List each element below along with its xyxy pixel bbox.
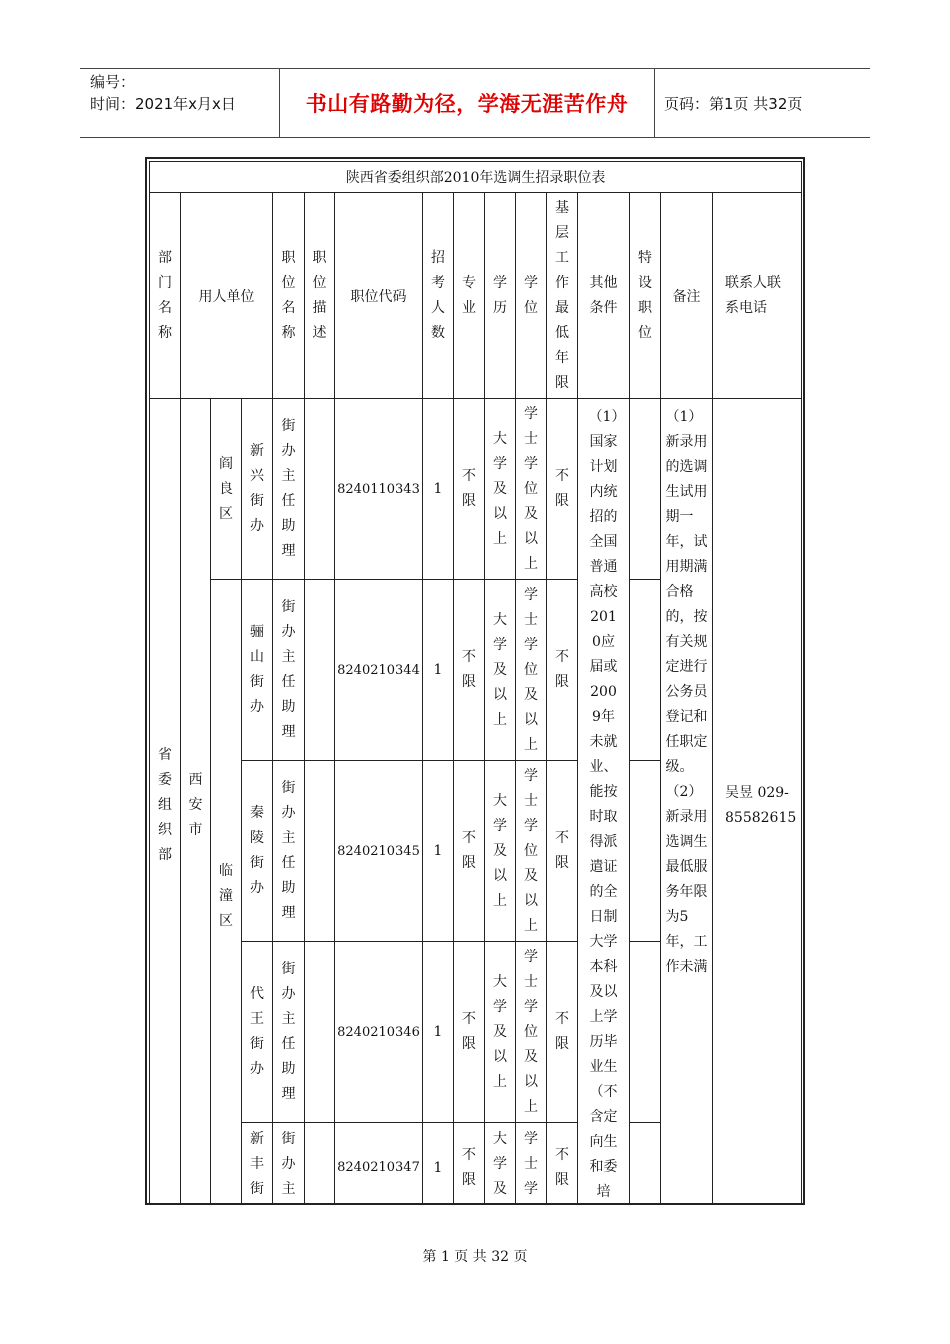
degree-cell: 学士学位及以上	[516, 580, 547, 761]
major-cell: 不限	[454, 942, 485, 1123]
desc-cell	[305, 580, 335, 761]
count-cell: 1	[423, 761, 454, 942]
desc-cell	[305, 761, 335, 942]
col-unit: 用人单位	[181, 193, 273, 399]
major-cell: 不限	[454, 399, 485, 580]
page-label: 页码：第1页 共32页	[664, 94, 803, 113]
col-position: 职位名称	[273, 193, 305, 399]
table-row	[150, 399, 802, 580]
district-cell: 阎良区	[211, 399, 242, 580]
col-desc: 职位描述	[305, 193, 335, 399]
office-cell: 秦陵街办	[242, 761, 273, 942]
education-cell: 大学及以上	[485, 761, 516, 942]
district-cell: 临潼区	[211, 580, 242, 1206]
degree-cell: 学士学	[516, 1123, 547, 1206]
degree-cell: 学士学位及以上	[516, 942, 547, 1123]
col-degree: 学位	[516, 193, 547, 399]
motto: 书山有路勤为径，学海无涯苦作舟	[280, 69, 655, 137]
number-label: 编号：	[90, 73, 136, 91]
special-cell	[630, 942, 661, 1123]
degree-cell: 学士学位及以上	[516, 761, 547, 942]
special-cell	[630, 761, 661, 942]
col-code: 职位代码	[335, 193, 423, 399]
special-cell	[630, 580, 661, 761]
city-cell: 西安市	[181, 399, 211, 1206]
position-cell: 街办主任助理	[273, 761, 305, 942]
years-cell: 不限	[547, 399, 578, 580]
code-cell: 8240210346	[335, 942, 423, 1123]
education-cell: 大学及以上	[485, 399, 516, 580]
years-cell: 不限	[547, 942, 578, 1123]
col-other: 其他条件	[578, 193, 630, 399]
position-cell: 街办主任助理	[273, 942, 305, 1123]
code-cell: 8240210344	[335, 580, 423, 761]
desc-cell	[305, 399, 335, 580]
col-dept: 部门名称	[150, 193, 181, 399]
special-cell	[630, 399, 661, 580]
position-cell: 街办主任助理	[273, 399, 305, 580]
count-cell: 1	[423, 942, 454, 1123]
contact-cell: 吴昱 029-85582615	[713, 399, 802, 1206]
count-cell: 1	[423, 580, 454, 761]
years-cell: 不限	[547, 580, 578, 761]
date-label: 时间：2021年x月x日	[90, 95, 236, 113]
other-conditions-cell: （1）国家计划内统招的全国普通高校2010应届或2009年未就业、能按时取得派遣证的全日制大学本科及以上学历毕业生（不含定向生和委培	[578, 399, 630, 1206]
degree-cell: 学士学位及以上	[516, 399, 547, 580]
recruitment-table-frame	[145, 157, 805, 1205]
years-cell: 不限	[547, 1123, 578, 1206]
col-major: 专业	[454, 193, 485, 399]
dept-cell: 省委组织部	[150, 399, 181, 1206]
desc-cell	[305, 942, 335, 1123]
page-header	[80, 68, 870, 138]
desc-cell	[305, 1123, 335, 1206]
code-cell: 8240110343	[335, 399, 423, 580]
col-contact: 联系人联系电话	[713, 193, 802, 399]
col-education: 学历	[485, 193, 516, 399]
major-cell: 不限	[454, 580, 485, 761]
position-cell: 街办主任助理	[273, 580, 305, 761]
recruitment-table	[149, 161, 802, 1205]
header-info	[80, 69, 280, 137]
count-cell: 1	[423, 399, 454, 580]
major-cell: 不限	[454, 1123, 485, 1206]
office-cell: 新丰街	[242, 1123, 273, 1206]
position-cell: 街办主	[273, 1123, 305, 1206]
table-title: 陕西省委组织部2010年选调生招录职位表	[150, 162, 802, 193]
office-cell: 骊山街办	[242, 580, 273, 761]
count-cell: 1	[423, 1123, 454, 1206]
col-special: 特设职位	[630, 193, 661, 399]
col-remarks: 备注	[661, 193, 713, 399]
table-title-row	[150, 162, 802, 193]
education-cell: 大学及	[485, 1123, 516, 1206]
office-cell: 新兴街办	[242, 399, 273, 580]
code-cell: 8240210347	[335, 1123, 423, 1206]
col-years: 基层工作最低年限	[547, 193, 578, 399]
office-cell: 代王街办	[242, 942, 273, 1123]
remarks-cell: （1）新录用的选调生试用期一年，试用期满合格的，按有关规定进行公务员登记和任职定级。（2）新录用选调生最低服务年限为5年，工作未满	[661, 399, 713, 1206]
page-footer: 第 1 页 共 32 页	[422, 1249, 528, 1265]
major-cell: 不限	[454, 761, 485, 942]
col-count: 招考人数	[423, 193, 454, 399]
years-cell: 不限	[547, 761, 578, 942]
special-cell	[630, 1123, 661, 1206]
code-cell: 8240210345	[335, 761, 423, 942]
education-cell: 大学及以上	[485, 580, 516, 761]
table-header-row	[150, 193, 802, 399]
education-cell: 大学及以上	[485, 942, 516, 1123]
